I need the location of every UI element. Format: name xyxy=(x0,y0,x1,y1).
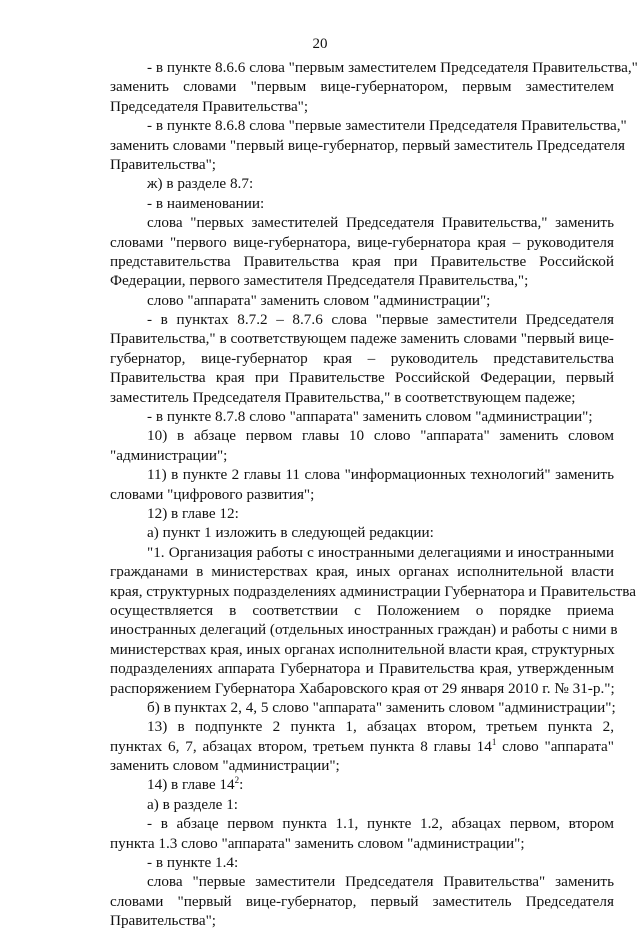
text-line-tail: : xyxy=(239,776,244,794)
text-line xyxy=(110,77,614,96)
text-line xyxy=(110,814,614,833)
text-line-content: слова "первых заместителей Председателя Правительства," заменить xyxy=(147,214,614,232)
text-line-content: края, структурных подразделениях администрации Губернатора и Правительства xyxy=(110,582,636,600)
text-line-content: - в абзаце первом пункта 1.1, пункте 1.2, абзацах первом, втором xyxy=(147,815,614,833)
text-line xyxy=(110,329,614,348)
text-line-content: - в наименовании: xyxy=(147,194,265,212)
text-line-content: представительства Правительства края при Правительстве Российской xyxy=(110,252,614,270)
text-line xyxy=(110,136,625,155)
text-line xyxy=(110,213,614,232)
text-line xyxy=(110,659,614,678)
text-line-content: Правительства"; xyxy=(110,155,216,173)
text-line xyxy=(110,601,614,620)
text-line xyxy=(110,562,614,581)
text-line xyxy=(110,446,614,465)
text-line xyxy=(110,756,614,775)
text-line-content: словами "цифрового развития"; xyxy=(110,485,315,503)
text-line-content: а) пункт 1 изложить в следующей редакции: xyxy=(147,524,434,542)
text-line-content: б) в пунктах 2, 4, 5 слово "аппарата" заменить словом "администрации"; xyxy=(147,698,616,716)
text-line-content: пунктах 6, 7, абзацах втором, третьем пункта 8 главы 14 xyxy=(110,737,492,755)
text-line xyxy=(110,116,627,135)
text-line-content: 12) в главе 12: xyxy=(147,504,239,522)
text-line-content: министерствах края, иных органах исполнительной власти края, структурных xyxy=(110,640,615,658)
text-line-content: - в пунктах 8.7.2 – 8.7.6 слова "первые заместители Председателя xyxy=(147,311,614,329)
text-line xyxy=(110,465,614,484)
text-line-content: пункта 1.3 слово "аппарата" заменить словом "администрации"; xyxy=(110,834,525,852)
text-line xyxy=(110,58,638,77)
text-line xyxy=(110,349,614,368)
text-line-content: Правительства"; xyxy=(110,912,216,930)
text-line xyxy=(110,640,614,659)
text-line-content: ж) в разделе 8.7: xyxy=(147,175,254,193)
text-line-content: 14) в главе 14 xyxy=(147,776,235,794)
text-line xyxy=(110,717,614,736)
text-line-content: 13) в подпункте 2 пункта 1, абзацах втором, третьем пункта 2, xyxy=(147,718,614,736)
text-line xyxy=(110,174,614,193)
text-line xyxy=(110,310,614,329)
text-line xyxy=(110,155,614,174)
text-line xyxy=(110,426,614,445)
text-line-content: словами "первый вице-губернатор, первый заместитель Председателя xyxy=(110,892,614,910)
text-line xyxy=(110,291,614,310)
text-line xyxy=(110,504,614,523)
text-line-content: Председателя Правительства"; xyxy=(110,97,309,115)
text-line xyxy=(110,911,614,930)
text-line xyxy=(110,872,614,891)
text-line xyxy=(110,853,614,872)
text-line-content: 10) в абзаце первом главы 10 слово "аппарата" заменить словом xyxy=(147,427,614,445)
text-line xyxy=(110,775,614,794)
text-line xyxy=(110,523,614,542)
text-line-content: заместитель Председателя Правительства," в соответствующем падеже; xyxy=(110,388,576,406)
text-line-content: словами "первого вице-губернатора, вице-губернатора края – руководителя xyxy=(110,233,614,251)
text-line xyxy=(110,737,614,756)
text-line-tail: слово "аппарата" xyxy=(496,737,614,755)
text-line-content: заменить словом "администрации"; xyxy=(110,757,340,775)
text-line-content: заменить словами "первый вице-губернатор, первый заместитель Председателя xyxy=(110,136,625,154)
text-line xyxy=(110,233,614,252)
text-line xyxy=(110,271,614,290)
text-line-content: подразделениях аппарата Губернатора и Правительства края, утвержденным xyxy=(110,660,614,678)
text-line-content: а) в разделе 1: xyxy=(147,795,239,813)
text-line-content: - в пункте 8.6.6 слова "первым заместителем Председателя Правительства," xyxy=(147,59,638,76)
text-line-content: иностранных делегаций (отдельных иностранных граждан) и работы с ними в xyxy=(110,621,618,639)
text-line xyxy=(110,892,614,911)
text-line-content: "администрации"; xyxy=(110,446,228,464)
text-line-content: заменить словами "первым вице-губернатором, первым заместителем xyxy=(110,78,614,96)
text-line xyxy=(110,485,614,504)
text-line-content: - в пункте 8.6.8 слова "первые заместители Председателя Правительства," xyxy=(147,117,627,135)
text-line xyxy=(110,407,614,426)
text-line xyxy=(110,368,614,387)
text-line xyxy=(110,834,614,853)
superscript: 2 xyxy=(234,775,240,786)
text-line-content: губернатор, вице-губернатор края – руководитель представительства xyxy=(110,349,614,367)
text-line-content: - в пункте 8.7.8 слово "аппарата" заменить словом "администрации"; xyxy=(147,408,593,426)
text-line-content: гражданами в министерствах края, иных органах исполнительной власти xyxy=(110,563,614,581)
text-line-content: Федерации, первого заместителя Председателя Правительства,"; xyxy=(110,272,529,290)
text-line-content: "1. Организация работы с иностранными делегациями и иностранными xyxy=(147,543,614,561)
text-line-content: Правительства," в соответствующем падеже заменить словами "первый вице- xyxy=(110,330,614,348)
document-body xyxy=(110,58,638,931)
text-line xyxy=(110,795,614,814)
text-line xyxy=(110,698,614,717)
text-line xyxy=(110,543,614,562)
text-line xyxy=(110,620,618,639)
text-line xyxy=(110,679,614,698)
text-line xyxy=(110,97,614,116)
text-line-content: распоряжением Губернатора Хабаровского края от 29 января 2010 г. № 31-р."; xyxy=(110,679,615,697)
text-line-content: - в пункте 1.4: xyxy=(147,854,239,872)
text-line-content: осуществляется в соответствии с Положением о порядке приема xyxy=(110,601,614,619)
superscript: 1 xyxy=(491,736,497,747)
text-line xyxy=(110,252,614,271)
text-line xyxy=(110,388,614,407)
text-line-content: слова "первые заместители Председателя Правительства" заменить xyxy=(147,873,614,891)
text-line-content: слово "аппарата" заменить словом "администрации"; xyxy=(147,291,491,309)
text-line xyxy=(110,582,636,601)
page-number: 20 xyxy=(312,36,328,52)
text-line-content: 11) в пункте 2 главы 11 слова "информационных технологий" заменить xyxy=(147,466,614,484)
text-line-content: Правительства края при Правительстве Российской Федерации, первый xyxy=(110,369,614,387)
text-line xyxy=(110,194,614,213)
